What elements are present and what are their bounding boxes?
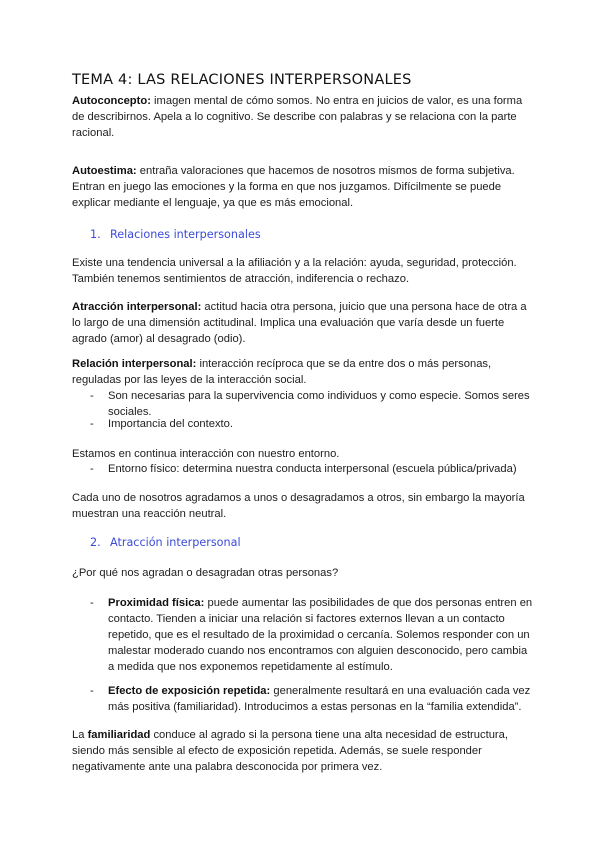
- autoconcepto-text: imagen mental de cómo somos. No entra en juicios de valor, es una forma de describirnos. Apela a lo cognitivo. Se describe con palabras y se relaciona con la parte racional.: [72, 95, 523, 139]
- bullet-dash: -: [90, 418, 94, 430]
- proximidad-text: puede aumentar las posibilidades de que dos personas entren en contacto. Tienden a iniciar una relación si factores externos llevan a un contacto repetido, que es el resultado de la proximidad o cercanía. Solemos responder con un malestar moderado cuando nos encontramos con alguien desconocido, pero cambia a medida que nos exponemos repetidamente al estímulo.: [108, 597, 533, 673]
- bullet-dash: -: [90, 463, 94, 475]
- autoconcepto-paragraph: [72, 93, 534, 141]
- bullet-text: [108, 683, 534, 715]
- bullet-text: Son necesarias para la supervivencia como individuos y como especie. Somos seres sociales.: [108, 390, 530, 418]
- pregunta-paragraph: ¿Por qué nos agradan o desagradan otras personas?: [72, 567, 339, 579]
- interaccion-paragraph: Estamos en continua interacción con nuestro entorno.: [72, 448, 340, 460]
- tendencia-paragraph: Existe una tendencia universal a la afiliación y a la relación: ayuda, seguridad, protección. También tenemos sentimientos de atracción, indiferencia o rechazo.: [72, 257, 517, 285]
- relacion-term: Relación interpersonal:: [72, 358, 197, 370]
- bullet-text: [108, 595, 534, 675]
- list-item: [90, 595, 534, 675]
- section-label: Relaciones interpersonales: [110, 228, 261, 241]
- list-item: [90, 461, 534, 477]
- list-item: [90, 416, 534, 432]
- familiaridad-text: conduce al agrado si la persona tiene una alta necesidad de estructura, siendo más sensible al efecto de exposición repetida. Además, se suele responder negativamente ante una palabra desconocida por primera vez.: [72, 729, 508, 773]
- exposicion-term: Efecto de exposición repetida:: [108, 685, 271, 697]
- autoestima-text: entraña valoraciones que hacemos de nosotros mismos de forma subjetiva. Entran en juego las emociones y la forma en que nos juzgamos. Difícilmente se puede explicar mediante el lenguaje, ya que es más emocional.: [72, 165, 515, 209]
- relacion-definition: [72, 356, 534, 388]
- atraccion-definition: [72, 299, 534, 347]
- familiaridad-paragraph: [72, 727, 534, 775]
- agrado-paragraph: Cada uno de nosotros agradamos a unos o desagradamos a otros, sin embargo la mayoría muestran una reacción neutral.: [72, 492, 525, 520]
- bullet-dash: -: [90, 597, 94, 609]
- relacion-text: interacción recíproca que se da entre dos o más personas, reguladas por las leyes de la interacción social.: [72, 358, 492, 386]
- bullet-dash: -: [90, 390, 94, 402]
- section-number: 2.: [90, 536, 101, 549]
- bullet-text: Importancia del contexto.: [108, 418, 233, 430]
- autoestima-paragraph: [72, 163, 534, 211]
- bullet-dash: -: [90, 685, 94, 697]
- atraccion-text: actitud hacia otra persona, juicio que una persona hace de otra a lo largo de una dimensión actitudinal. Implica una evaluación que varía desde un fuerte agrado (amor) al desagrado (odio).: [72, 301, 527, 345]
- familiaridad-prefix: La: [72, 729, 88, 741]
- section-number: 1.: [90, 228, 101, 241]
- exposicion-text: generalmente resultará en una evaluación cada vez más positiva (familiaridad). Introducimos a estas personas en la “familia extendida”.: [108, 685, 531, 713]
- autoestima-term: Autoestima:: [72, 165, 137, 177]
- proximidad-term: Proximidad física:: [108, 597, 205, 609]
- section-heading-1: [90, 227, 261, 243]
- bullet-text: Entorno físico: determina nuestra conducta interpersonal (escuela pública/privada): [108, 463, 517, 475]
- atraccion-term: Atracción interpersonal:: [72, 301, 202, 313]
- page-title: TEMA 4: LAS RELACIONES INTERPERSONALES: [72, 72, 412, 88]
- familiaridad-term: familiaridad: [87, 729, 151, 741]
- section-label: Atracción interpersonal: [110, 536, 241, 549]
- section-heading-2: [90, 535, 241, 551]
- autoconcepto-term: Autoconcepto:: [72, 95, 151, 107]
- list-item: [90, 683, 534, 715]
